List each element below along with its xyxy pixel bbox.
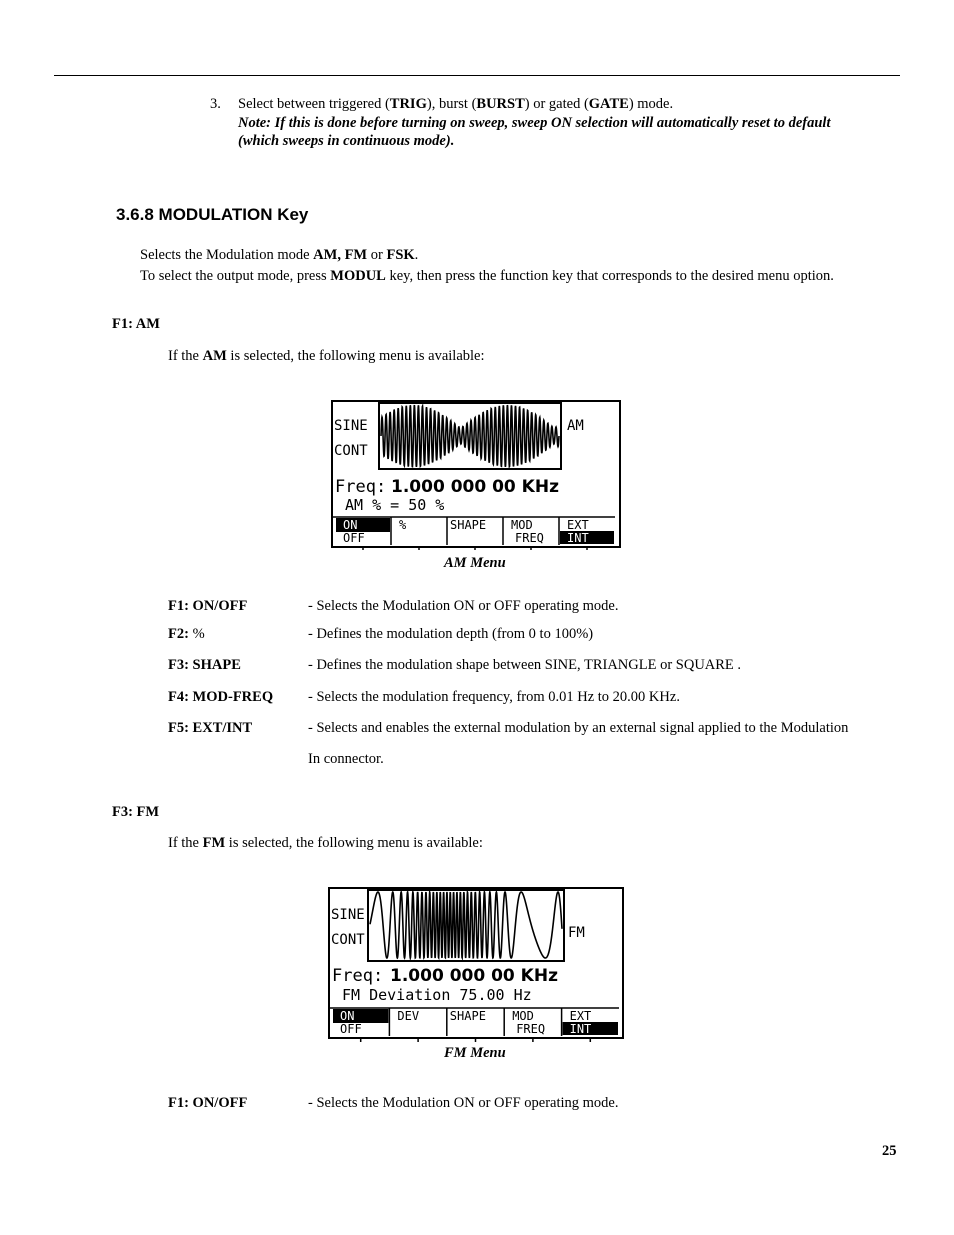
am-item-desc: - Selects and enables the external modulation by an external signal applied to the Modulation [308,720,849,736]
am-item-term: F4: MOD-FREQ [168,689,274,705]
am-lcd-left1: SINE [334,418,368,434]
am-item-term: F2: % [168,626,205,642]
fm-lcd-freq-label: Freq: [332,966,384,986]
fm-lcd-right: FM [568,925,585,941]
softkey-label-bottom: FREQ [515,531,544,545]
am-subhead: F1: AM [112,316,160,332]
softkey-label-top: MOD [511,518,533,532]
softkey-label-bottom: INT [567,531,589,545]
fm-caption: FM Menu [444,1045,506,1061]
am-lcd-freq-value: 1.000 000 00 KHz [391,477,559,497]
am-lcd-line2: AM % = 50 % [345,496,445,514]
fm-lcd-line2: FM Deviation 75.00 Hz [342,986,532,1004]
softkey-label-top: ON [340,1009,355,1023]
fm-lcd-left1: SINE [331,907,365,923]
am-item-desc-cont: In connector. [308,751,384,767]
softkey-label-bottom: FREQ [516,1022,546,1036]
header-rule [54,75,900,76]
softkey-label-top: SHAPE [449,1009,486,1023]
am-lcd-freq-label: Freq: [335,477,387,497]
am-item-term: F1: ON/OFF [168,598,248,614]
am-item-term: F3: SHAPE [168,657,241,673]
softkey-label-top: MOD [512,1009,534,1023]
step-3-text: Select between triggered (TRIG), burst (BURST) or gated (GATE) mode. [238,96,674,112]
am-intro: If the AM is selected, the following menu is available: [168,348,485,364]
softkey-label-top: EXT [567,518,589,532]
fm-lcd-display [328,887,625,1042]
fm-lcd-left2: CONT [331,932,365,948]
fm-intro: If the FM is selected, the following menu is available: [168,835,483,851]
am-lcd-left2: CONT [334,443,368,459]
fm-lcd-freq-value: 1.000 000 00 KHz [390,966,558,986]
fm-subhead: F3: FM [112,804,160,820]
softkey-label-top: DEV [397,1009,420,1023]
softkey-label-bottom: INT [569,1022,592,1036]
am-item-desc: - Defines the modulation shape between SINE, TRIANGLE or SQUARE . [308,657,742,673]
softkey-label-top: % [399,518,407,532]
am-lcd-display [331,400,621,550]
am-item-desc: - Selects the modulation frequency, from 0.01 Hz to 20.00 KHz. [308,689,680,705]
section-intro-2: To select the output mode, press MODUL key, then press the function key that corresponds to the desired menu option. [140,268,834,284]
page-number: 25 [882,1143,897,1159]
fm-item-desc: - Selects the Modulation ON or OFF operating mode. [308,1095,619,1111]
am-lcd-right: AM [567,418,584,434]
am-item-term: F5: EXT/INT [168,720,253,736]
step-3-number: 3. [210,96,221,112]
step-3-note-line2: (which sweeps in continuous mode). [238,133,455,149]
section-title: 3.6.8 MODULATION Key [116,205,309,224]
softkey-label-bottom: OFF [343,531,365,545]
section-intro-1: Selects the Modulation mode AM, FM or FSK. [140,247,419,263]
step-3-note-line1: Note: If this is done before turning on sweep, sweep ON selection will automatically reset to default [238,115,831,131]
softkey-label-top: EXT [569,1009,592,1023]
softkey-label-bottom: OFF [340,1022,362,1036]
softkey-label-top: SHAPE [450,518,487,532]
fm-item-term: F1: ON/OFF [168,1095,248,1111]
am-caption: AM Menu [444,555,506,571]
am-item-desc: - Selects the Modulation ON or OFF operating mode. [308,598,619,614]
am-item-desc: - Defines the modulation depth (from 0 to 100%) [308,626,594,642]
softkey-label-top: ON [343,518,358,532]
